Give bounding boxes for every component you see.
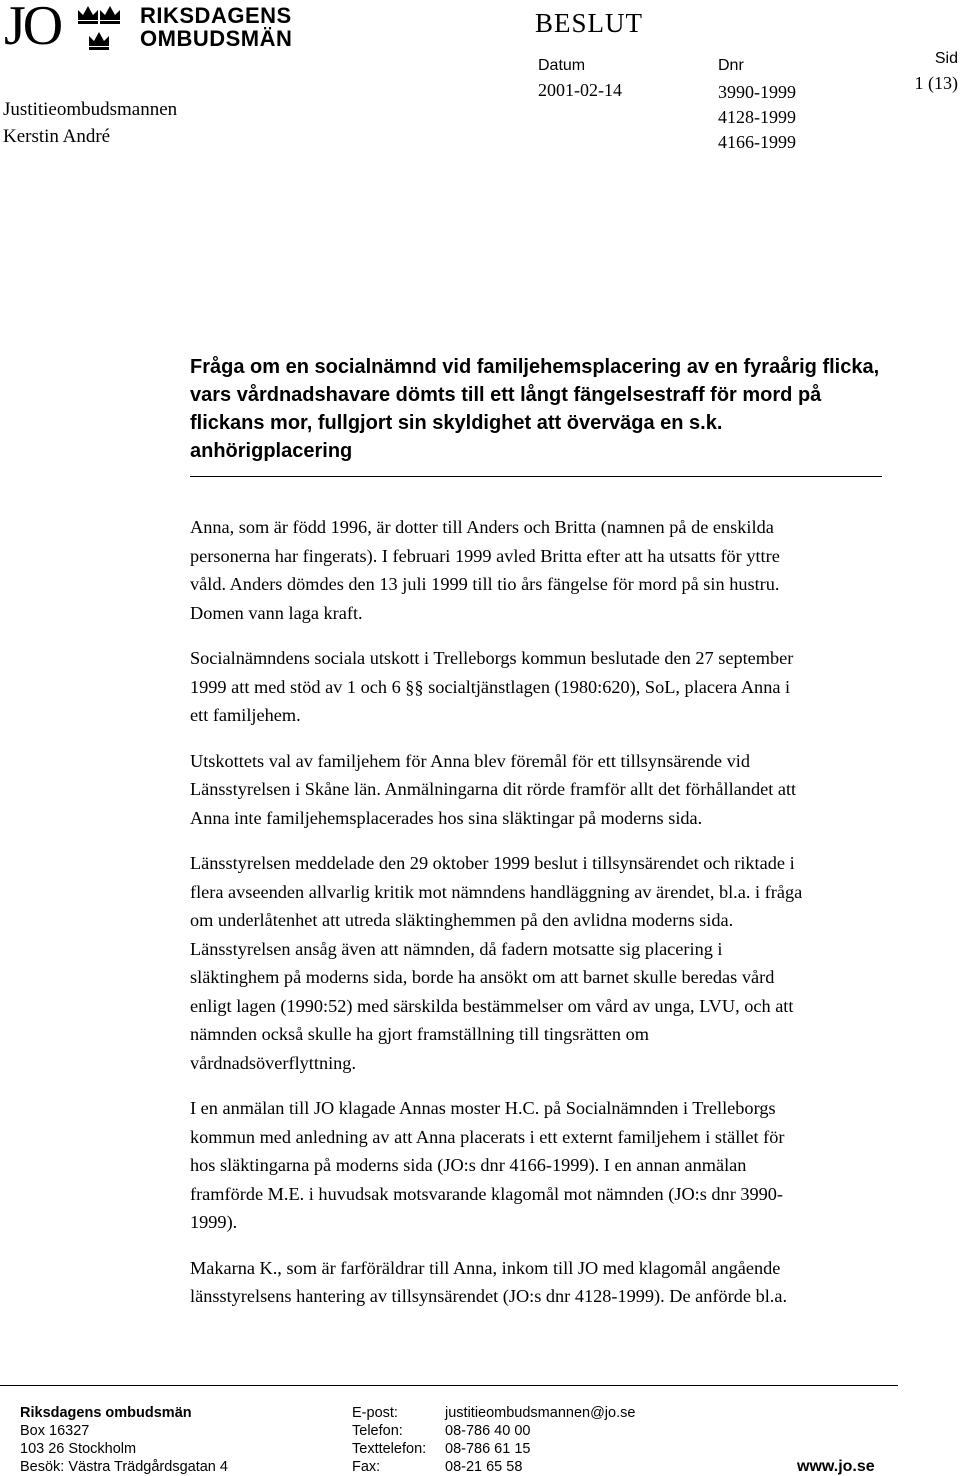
textphone-label: Texttelefon: — [352, 1441, 427, 1457]
body-paragraph: Anna, som är född 1996, är dotter till Anders och Britta (namnen på de enskilda personerna har fingerats). I februari 1999 avled Britta efter att ha utsatts för yttre våld. Anders dömdes den 13 juli 1999 till tio års fängelse för mord på sin hustru. Domen vann laga kraft. — [190, 517, 780, 623]
sender-title: Justitieombudsmannen — [3, 99, 178, 120]
case-number-list — [718, 80, 796, 155]
date-label: Datum — [538, 57, 586, 74]
body-paragraph: Länsstyrelsen meddelade den 29 oktober 1999 beslut i tillsynsärendet och riktade i flera avseenden allvarlig kritik mot nämndens handläggning av ärendet, bl.a. i fråga om underlåtenhet att utreda släktinghemmen på den avlidna moderns sida. Länsstyrelsen ansåg även att nämnden, då fadern motsatte sig placering i släktinghem på moderns sida, borde ha ansökt om att barnet skulle beredas vård enligt lagen (1990:52) med särskilda bestämmelser om vård av unga, LVU, och att nämnden också skulle ha gjort framställning till tingsrätten om vårdnadsöverflyttning. — [190, 853, 803, 1073]
document-type: BESLUT — [535, 8, 644, 38]
fax-label: Fax: — [352, 1459, 381, 1475]
email-label: E-post: — [352, 1405, 398, 1421]
phone-value: 08-786 40 00 — [445, 1423, 531, 1439]
website-link[interactable]: www.jo.se — [797, 1458, 875, 1475]
footer-postal: 103 26 Stockholm — [20, 1441, 137, 1457]
decision-body — [190, 513, 890, 1328]
page-label: Sid — [934, 50, 958, 67]
footer-contact-labels — [352, 1404, 426, 1476]
textphone-value: 08-786 61 15 — [445, 1441, 531, 1457]
body-paragraph: I en anmälan till JO klagade Annas moster H.C. på Socialnämnden i Trelleborgs kommun med anledning av att Anna placerats i ett externt familjehem i stället för hos släktingarna på moderns sida (JO:s dnr 4166-1999). I en annan anmälan framförde M.E. i huvudsak motsvarande klagomål mot nämnden (JO:s dnr 3990- 1999). — [190, 1098, 785, 1232]
date-value: 2001-02-14 — [538, 80, 622, 100]
sender-block — [3, 96, 177, 150]
logo-text — [140, 4, 292, 50]
sender-name: Kerstin André — [3, 126, 111, 147]
footer-org-name: Riksdagens ombudsmän — [20, 1405, 192, 1421]
case-number: 4166-1999 — [718, 132, 796, 152]
case-number: 4128-1999 — [718, 107, 796, 127]
logo-mark: JO — [4, 0, 61, 57]
phone-label: Telefon: — [352, 1423, 403, 1439]
footer-box: Box 16327 — [20, 1423, 90, 1439]
page-number: 1 (13) — [914, 73, 958, 93]
body-paragraph: Socialnämndens sociala utskott i Trelleborgs kommun beslutade den 27 september 1999 att med stöd av 1 och 6 §§ socialtjänstlagen (1980:620), SoL, placera Anna i ett familjehem. — [190, 648, 794, 725]
jo-logo — [4, 2, 304, 60]
fax-value: 08-21 65 58 — [445, 1459, 523, 1475]
footer-contact-values — [445, 1404, 635, 1476]
logo-line2: OMBUDSMÄN — [140, 26, 293, 51]
logo-line1: RIKSDAGENS — [140, 3, 292, 28]
case-number: 3990-1999 — [718, 82, 796, 102]
footer-visit: Besök: Västra Trädgårdsgatan 4 — [20, 1459, 228, 1475]
body-paragraph: Makarna K., som är farföräldrar till Anna, inkom till JO med klagomål angående länsstyrelsens hantering av tillsynsärendet (JO:s dnr 4128-1999). De anförde bl.a. — [190, 1257, 788, 1306]
crowns-icon — [76, 4, 140, 54]
email-link[interactable]: justitieombudsmannen@jo.se — [445, 1405, 636, 1421]
decision-title: Fråga om en socialnämnd vid familjehemsplacering av en fyraårig flicka, vars vårdnadshavare dömts till ett långt fängelsestraff för mord på flickans mor, fullgjort sin skyldighet att överväga en s.k. anhörigplacering — [190, 356, 880, 462]
footer-address — [20, 1404, 228, 1476]
title-divider — [190, 476, 882, 477]
case-number-label: Dnr — [718, 57, 744, 74]
body-paragraph: Utskottets val av familjehem för Anna blev föremål för ett tillsynsärende vid Länsstyrelsen i Skåne län. Anmälningarna dit rörde framför allt det förhållandet att Anna inte familjehemsplacerades hos sina släktingar på moderns sida. — [190, 750, 797, 828]
footer-divider — [0, 1385, 898, 1386]
